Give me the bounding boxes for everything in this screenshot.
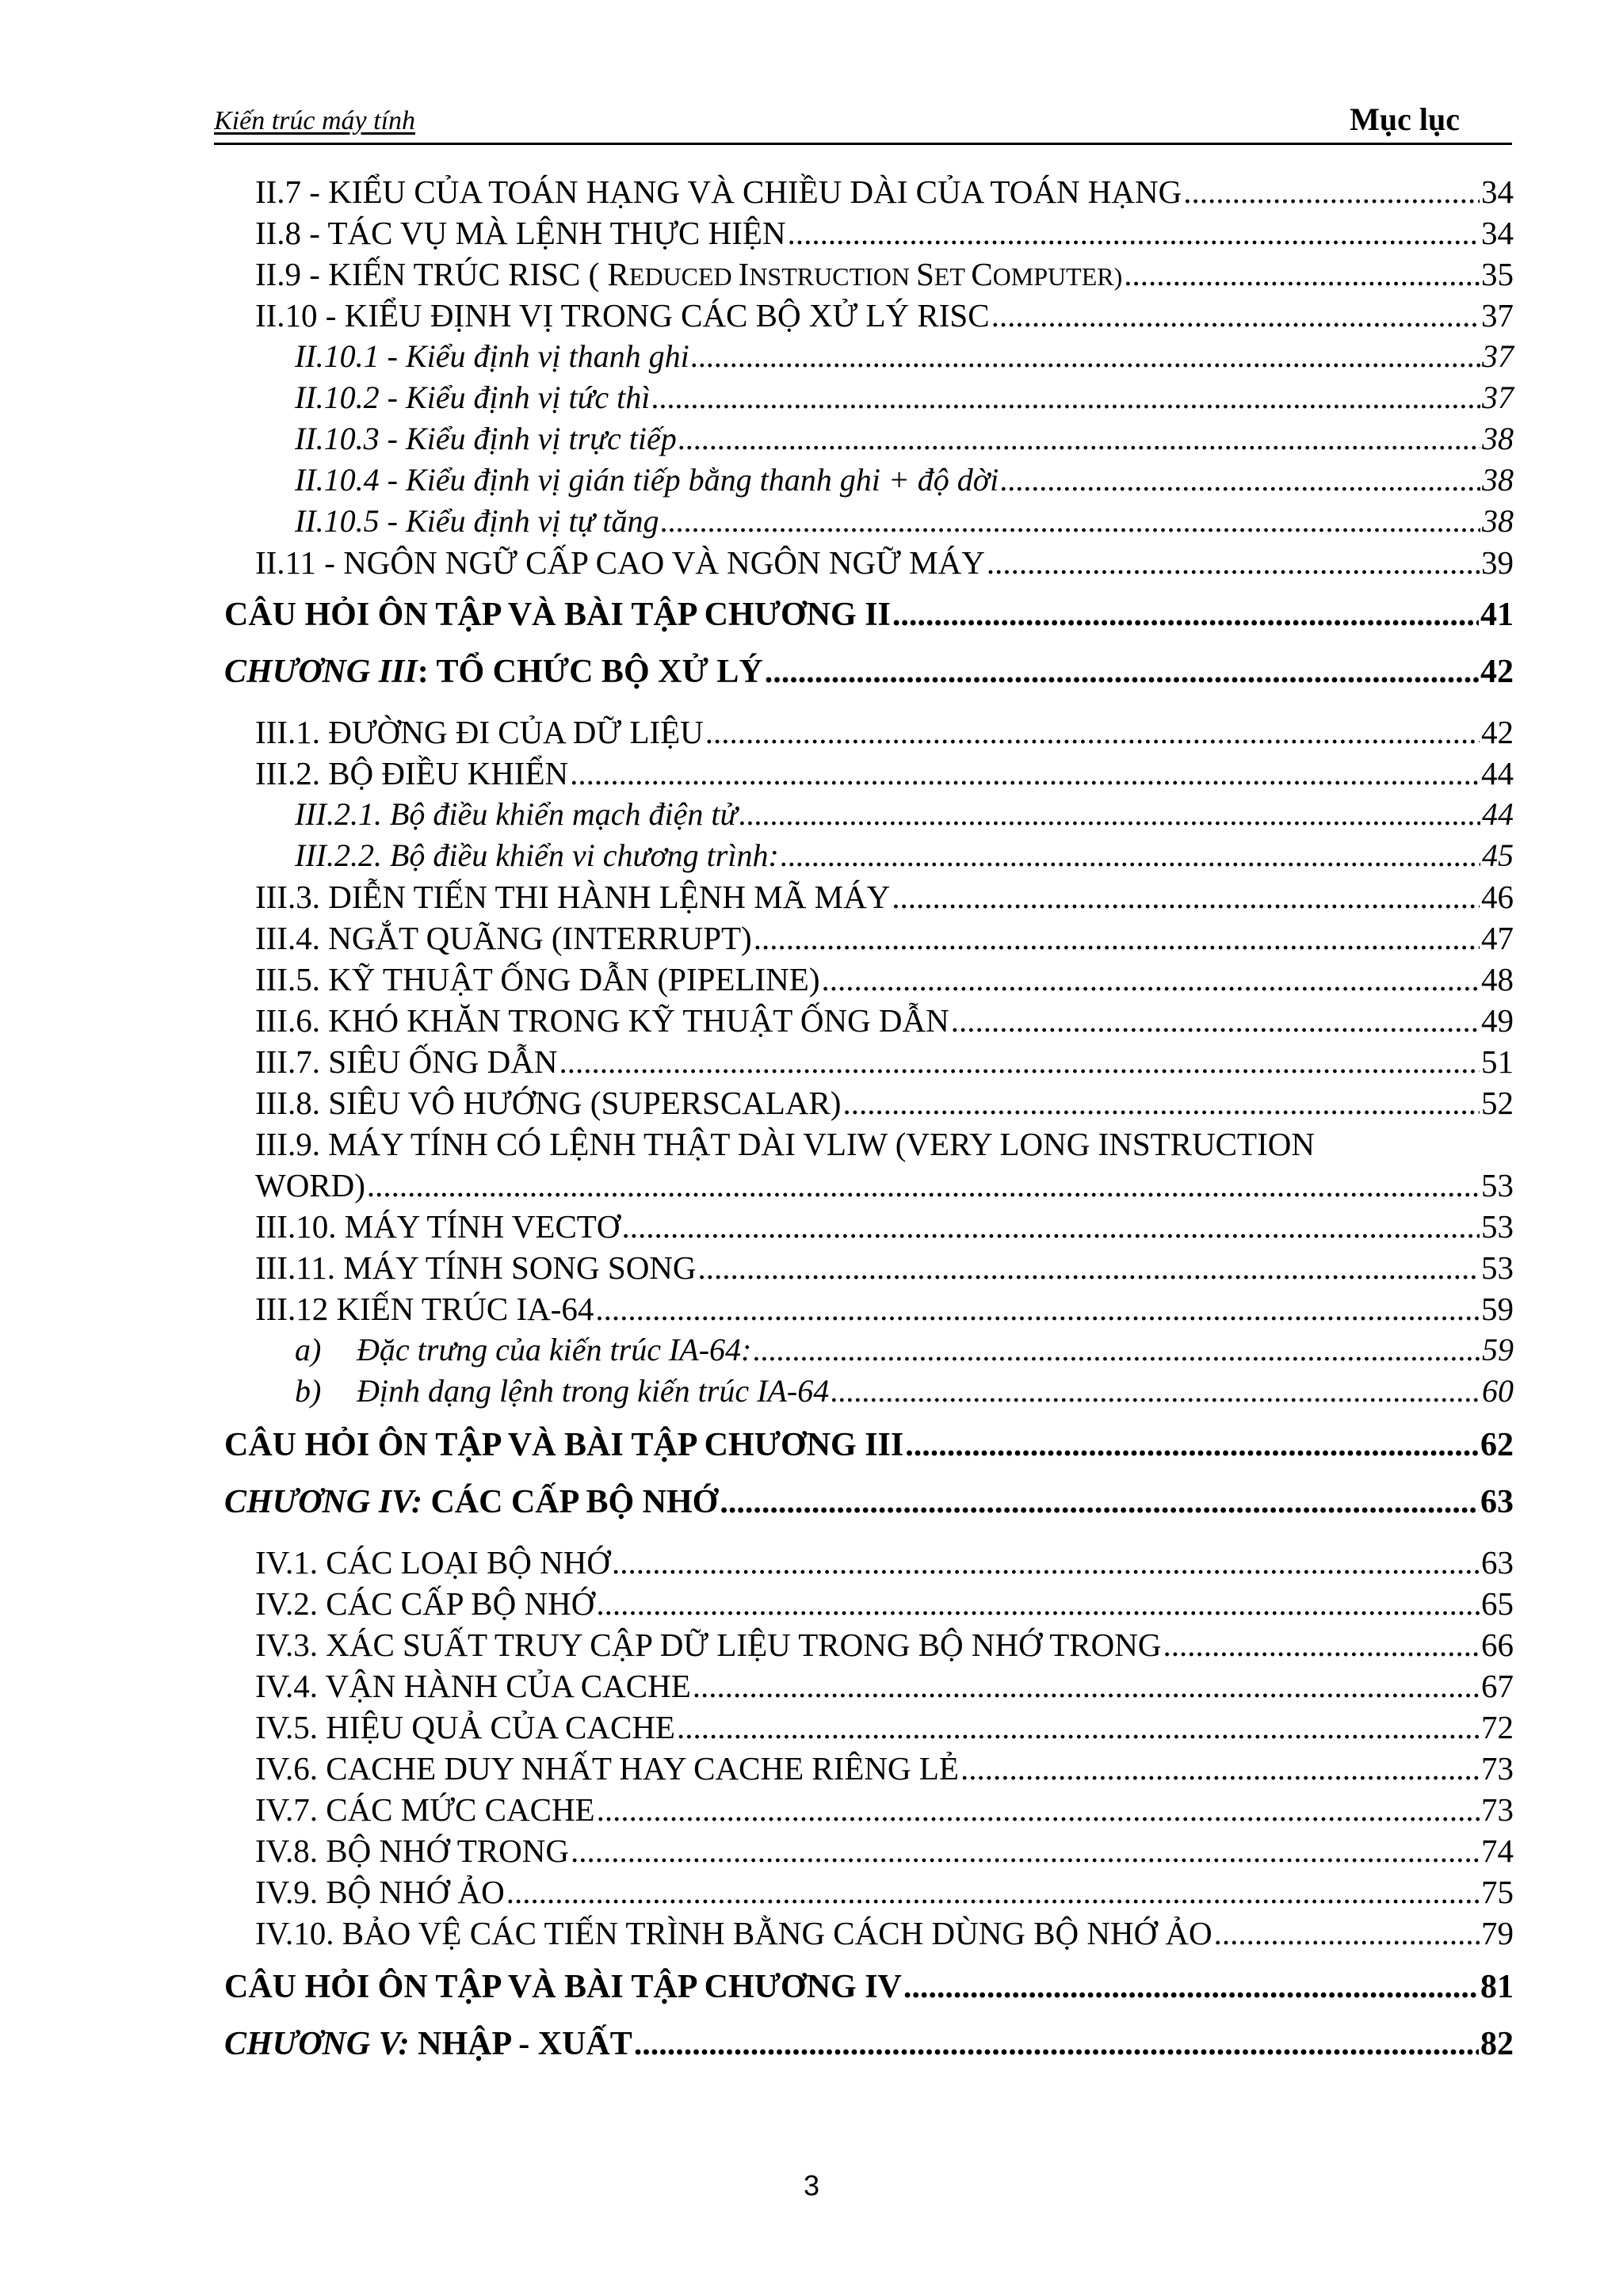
- toc-entry-page: 53: [1481, 1249, 1514, 1286]
- toc-entry-label: IV.10. BẢO VỆ CÁC TIẾN TRÌNH BẰNG CÁCH DÙNG BỘ NHỚ ẢO: [255, 1915, 1212, 1951]
- toc-entry-page: 65: [1481, 1585, 1514, 1622]
- toc-entry-page: 48: [1481, 961, 1514, 997]
- toc-entry[interactable]: [295, 461, 1514, 498]
- toc-chapter-entry[interactable]: [224, 1426, 1514, 1464]
- toc-entry-page: 38: [1482, 462, 1514, 498]
- toc-entry-label: CHƯƠNG IV: CÁC CẤP BỘ NHỚ: [224, 1484, 719, 1520]
- toc-entry-page: 37: [1482, 379, 1514, 415]
- toc-entry-page: 52: [1481, 1085, 1514, 1121]
- toc-entry-page: 37: [1482, 338, 1514, 374]
- toc-entry-label: II.10.2 - Kiểu định vị tức thì: [295, 379, 651, 415]
- toc-entry-page: 51: [1481, 1043, 1514, 1080]
- toc-entry-label: II.10.5 - Kiểu định vị tự tăng: [295, 503, 659, 539]
- toc-entry[interactable]: [255, 754, 1514, 792]
- toc-entry-label: IV.8. BỘ NHỚ TRONG: [255, 1833, 569, 1869]
- toc-entry-page: 79: [1481, 1915, 1514, 1951]
- toc-entry[interactable]: [295, 420, 1514, 457]
- toc-entry-label: WORD): [255, 1167, 365, 1203]
- toc-entry-page: 67: [1481, 1668, 1514, 1704]
- toc-entry-label: III.5. KỸ THUẬT ỐNG DẪN (PIPELINE): [255, 961, 820, 997]
- toc-entry-page: 73: [1481, 1791, 1514, 1828]
- toc-entry-label: III.10. MÁY TÍNH VECTƠ: [255, 1208, 621, 1245]
- toc-entry[interactable]: [255, 173, 1514, 211]
- toc-entry-label: III.7. SIÊU ỐNG DẪN: [255, 1043, 558, 1080]
- toc-entry[interactable]: [255, 960, 1514, 998]
- toc-entry-page: 34: [1481, 215, 1514, 251]
- toc-entry-page: 38: [1482, 503, 1514, 539]
- toc-entry[interactable]: [255, 543, 1514, 582]
- toc-entry[interactable]: [295, 338, 1514, 375]
- toc-entry-line1[interactable]: [255, 1125, 1514, 1163]
- toc-entry[interactable]: [295, 502, 1514, 540]
- toc-entry[interactable]: [255, 1001, 1514, 1039]
- toc-entry[interactable]: [255, 1249, 1514, 1287]
- toc-entry-page: 60: [1482, 1373, 1514, 1409]
- toc-entry-page: 62: [1480, 1427, 1514, 1463]
- toc-entry-page: 47: [1481, 920, 1514, 956]
- toc-entry[interactable]: [255, 919, 1514, 957]
- toc-entry[interactable]: [255, 1585, 1514, 1623]
- toc-entry-label: II.10.4 - Kiểu định vị gián tiếp bằng thanh ghi + độ dời: [295, 462, 999, 498]
- toc-entry-page: 73: [1481, 1750, 1514, 1787]
- toc-entry-label: II.10.3 - Kiểu định vị trực tiếp: [295, 421, 677, 456]
- toc-entry-label: III.2. BỘ ĐIỀU KHIỂN: [255, 755, 569, 791]
- toc-entry-page: 75: [1481, 1874, 1514, 1910]
- toc-entry-page: 72: [1481, 1709, 1514, 1745]
- toc-entry-page: 38: [1482, 421, 1514, 456]
- toc-entry-page: 46: [1481, 879, 1514, 915]
- toc-entry[interactable]: [255, 1708, 1514, 1746]
- toc-entry-label: II.10.1 - Kiểu định vị thanh ghi: [295, 338, 689, 374]
- toc-entry-page: 44: [1482, 796, 1514, 832]
- toc-entry[interactable]: [255, 1290, 1514, 1328]
- toc-entry[interactable]: [255, 1791, 1514, 1829]
- toc-entry-label: CHƯƠNG V: NHẬP - XUẤT: [224, 2026, 632, 2062]
- toc-chapter-entry[interactable]: [224, 653, 1514, 691]
- toc-entry-label: a) Đặc trưng của kiến trúc IA-64:: [295, 1332, 752, 1367]
- toc-entry-label: III.6. KHÓ KHĂN TRONG KỸ THUẬT ỐNG DẪN: [255, 1002, 949, 1039]
- toc-entry[interactable]: [255, 214, 1514, 252]
- toc-entry[interactable]: [255, 255, 1514, 293]
- toc-entry-page: 81: [1480, 1969, 1514, 2005]
- toc-entry-label: CÂU HỎI ÔN TẬP VÀ BÀI TẬP CHƯƠNG II: [224, 597, 891, 633]
- toc-entry[interactable]: [295, 837, 1514, 874]
- header-section-title: Mục lục: [1350, 101, 1460, 137]
- toc-entry-label: II.7 - KIỂU CỦA TOÁN HẠNG VÀ CHIỀU DÀI CỦA TOÁN HẠNG: [255, 174, 1182, 210]
- toc-entry-label: II.9 - KIẾN TRÚC RISC ( REDUCED INSTRUCTION SET COMPUTER): [255, 256, 1123, 292]
- toc-entry-label: II.8 - TÁC VỤ MÀ LỆNH THỰC HIỆN: [255, 215, 786, 251]
- toc-entry[interactable]: [255, 296, 1514, 334]
- toc-entry[interactable]: [255, 1084, 1514, 1122]
- toc-entry-label: III.3. DIỄN TIẾN THI HÀNH LỆNH MÃ MÁY: [255, 879, 891, 915]
- toc-entry[interactable]: [255, 1914, 1514, 1952]
- toc-entry[interactable]: [295, 379, 1514, 416]
- toc-entry-page: 53: [1481, 1167, 1514, 1203]
- toc-entry-page: 63: [1480, 1484, 1514, 1520]
- toc-entry[interactable]: [255, 878, 1514, 916]
- toc-entry-label: CÂU HỎI ÔN TẬP VÀ BÀI TẬP CHƯƠNG III: [224, 1427, 904, 1463]
- toc-entry[interactable]: [295, 1372, 1514, 1409]
- toc-entry-page: 59: [1481, 1291, 1514, 1327]
- toc-entry-label: III.2.2. Bộ điều khiển vi chương trình:: [295, 837, 779, 873]
- toc-entry-label: III.1. ĐƯỜNG ĐI CỦA DỮ LIỆU: [255, 714, 704, 750]
- toc-entry-page: 63: [1481, 1544, 1514, 1581]
- toc-entry-label: IV.6. CACHE DUY NHẤT HAY CACHE RIÊNG LẺ: [255, 1750, 959, 1787]
- toc-entry-label: III.8. SIÊU VÔ HƯỚNG (SUPERSCALAR): [255, 1085, 842, 1121]
- toc-entry-page: 74: [1481, 1833, 1514, 1869]
- toc-entry-page: 45: [1482, 837, 1514, 873]
- toc-entry[interactable]: [255, 1667, 1514, 1705]
- toc-entry-label: III.11. MÁY TÍNH SONG SONG: [255, 1249, 697, 1286]
- toc-entry-page: 41: [1480, 597, 1514, 633]
- toc-entry-label: III.9. MÁY TÍNH CÓ LỆNH THẬT DÀI VLIW (VERY LONG INSTRUCTION: [255, 1126, 1315, 1162]
- page-header: [214, 97, 1512, 145]
- page-number: 3: [803, 2169, 820, 2202]
- toc-chapter-entry[interactable]: [224, 1483, 1514, 1521]
- toc-entry-label: III.2.1. Bộ điều khiển mạch điện tử: [295, 796, 738, 832]
- toc-entry[interactable]: [295, 1331, 1514, 1368]
- toc-entry-page: 39: [1481, 544, 1514, 581]
- toc-entry-label: CÂU HỎI ÔN TẬP VÀ BÀI TẬP CHƯƠNG IV: [224, 1969, 902, 2005]
- toc-entry-page: 44: [1481, 755, 1514, 791]
- toc-entry-page: 82: [1480, 2026, 1514, 2062]
- toc-entry[interactable]: [255, 1749, 1514, 1787]
- toc-entry-label: IV.4. VẬN HÀNH CỦA CACHE: [255, 1668, 691, 1704]
- toc-entry-label: IV.2. CÁC CẤP BỘ NHỚ: [255, 1585, 595, 1622]
- toc-entry[interactable]: [255, 1166, 1514, 1204]
- toc-entry[interactable]: [255, 1832, 1514, 1870]
- toc-entry-label: b) Định dạng lệnh trong kiến trúc IA-64: [295, 1373, 830, 1409]
- toc-entry-label: II.11 - NGÔN NGỮ CẤP CAO VÀ NGÔN NGỮ MÁY: [255, 544, 985, 581]
- toc-entry[interactable]: [255, 1207, 1514, 1245]
- toc-entry[interactable]: [255, 1873, 1514, 1911]
- toc-entry-page: 34: [1481, 174, 1514, 210]
- toc-entry-label: IV.1. CÁC LOẠI BỘ NHỚ: [255, 1544, 610, 1581]
- toc-entry-label: IV.3. XÁC SUẤT TRUY CẬP DỮ LIỆU TRONG BỘ NHỚ TRONG: [255, 1627, 1162, 1663]
- toc-entry-label: II.10 - KIỂU ĐỊNH VỊ TRONG CÁC BỘ XỬ LÝ RISC: [255, 297, 990, 334]
- toc-entry-page: 42: [1480, 654, 1514, 690]
- toc-entry-page: 37: [1481, 297, 1514, 334]
- header-book-title: Kiến trúc máy tính: [214, 106, 416, 135]
- toc-entry-page: 42: [1481, 714, 1514, 750]
- toc-entry-label: IV.9. BỘ NHỚ ẢO: [255, 1874, 505, 1910]
- toc-entry[interactable]: [255, 713, 1514, 751]
- toc-chapter-entry[interactable]: [224, 1968, 1514, 2006]
- toc-entry-page: 53: [1481, 1208, 1514, 1245]
- toc-entry-label: IV.5. HIỆU QUẢ CỦA CACHE: [255, 1709, 675, 1745]
- toc-chapter-entry[interactable]: [224, 2025, 1514, 2063]
- toc-entry[interactable]: [255, 1626, 1514, 1664]
- toc-entry[interactable]: [255, 1043, 1514, 1081]
- toc-entry-page: 49: [1481, 1002, 1514, 1039]
- toc-entry-label: CHƯƠNG III: TỔ CHỨC BỘ XỬ LÝ: [224, 654, 763, 690]
- toc-chapter-entry[interactable]: [224, 596, 1514, 634]
- toc-entry-label: III.12 KIẾN TRÚC IA-64: [255, 1291, 594, 1327]
- toc-entry-label: IV.7. CÁC MỨC CACHE: [255, 1791, 595, 1828]
- toc-entry-page: 59: [1482, 1332, 1514, 1367]
- toc-entry-page: 35: [1481, 256, 1514, 292]
- toc-entry-page: 66: [1481, 1627, 1514, 1663]
- toc-entry[interactable]: [255, 1543, 1514, 1581]
- toc-entry[interactable]: [295, 795, 1514, 833]
- toc-entry-label: III.4. NGẮT QUÃNG (INTERRUPT): [255, 920, 752, 956]
